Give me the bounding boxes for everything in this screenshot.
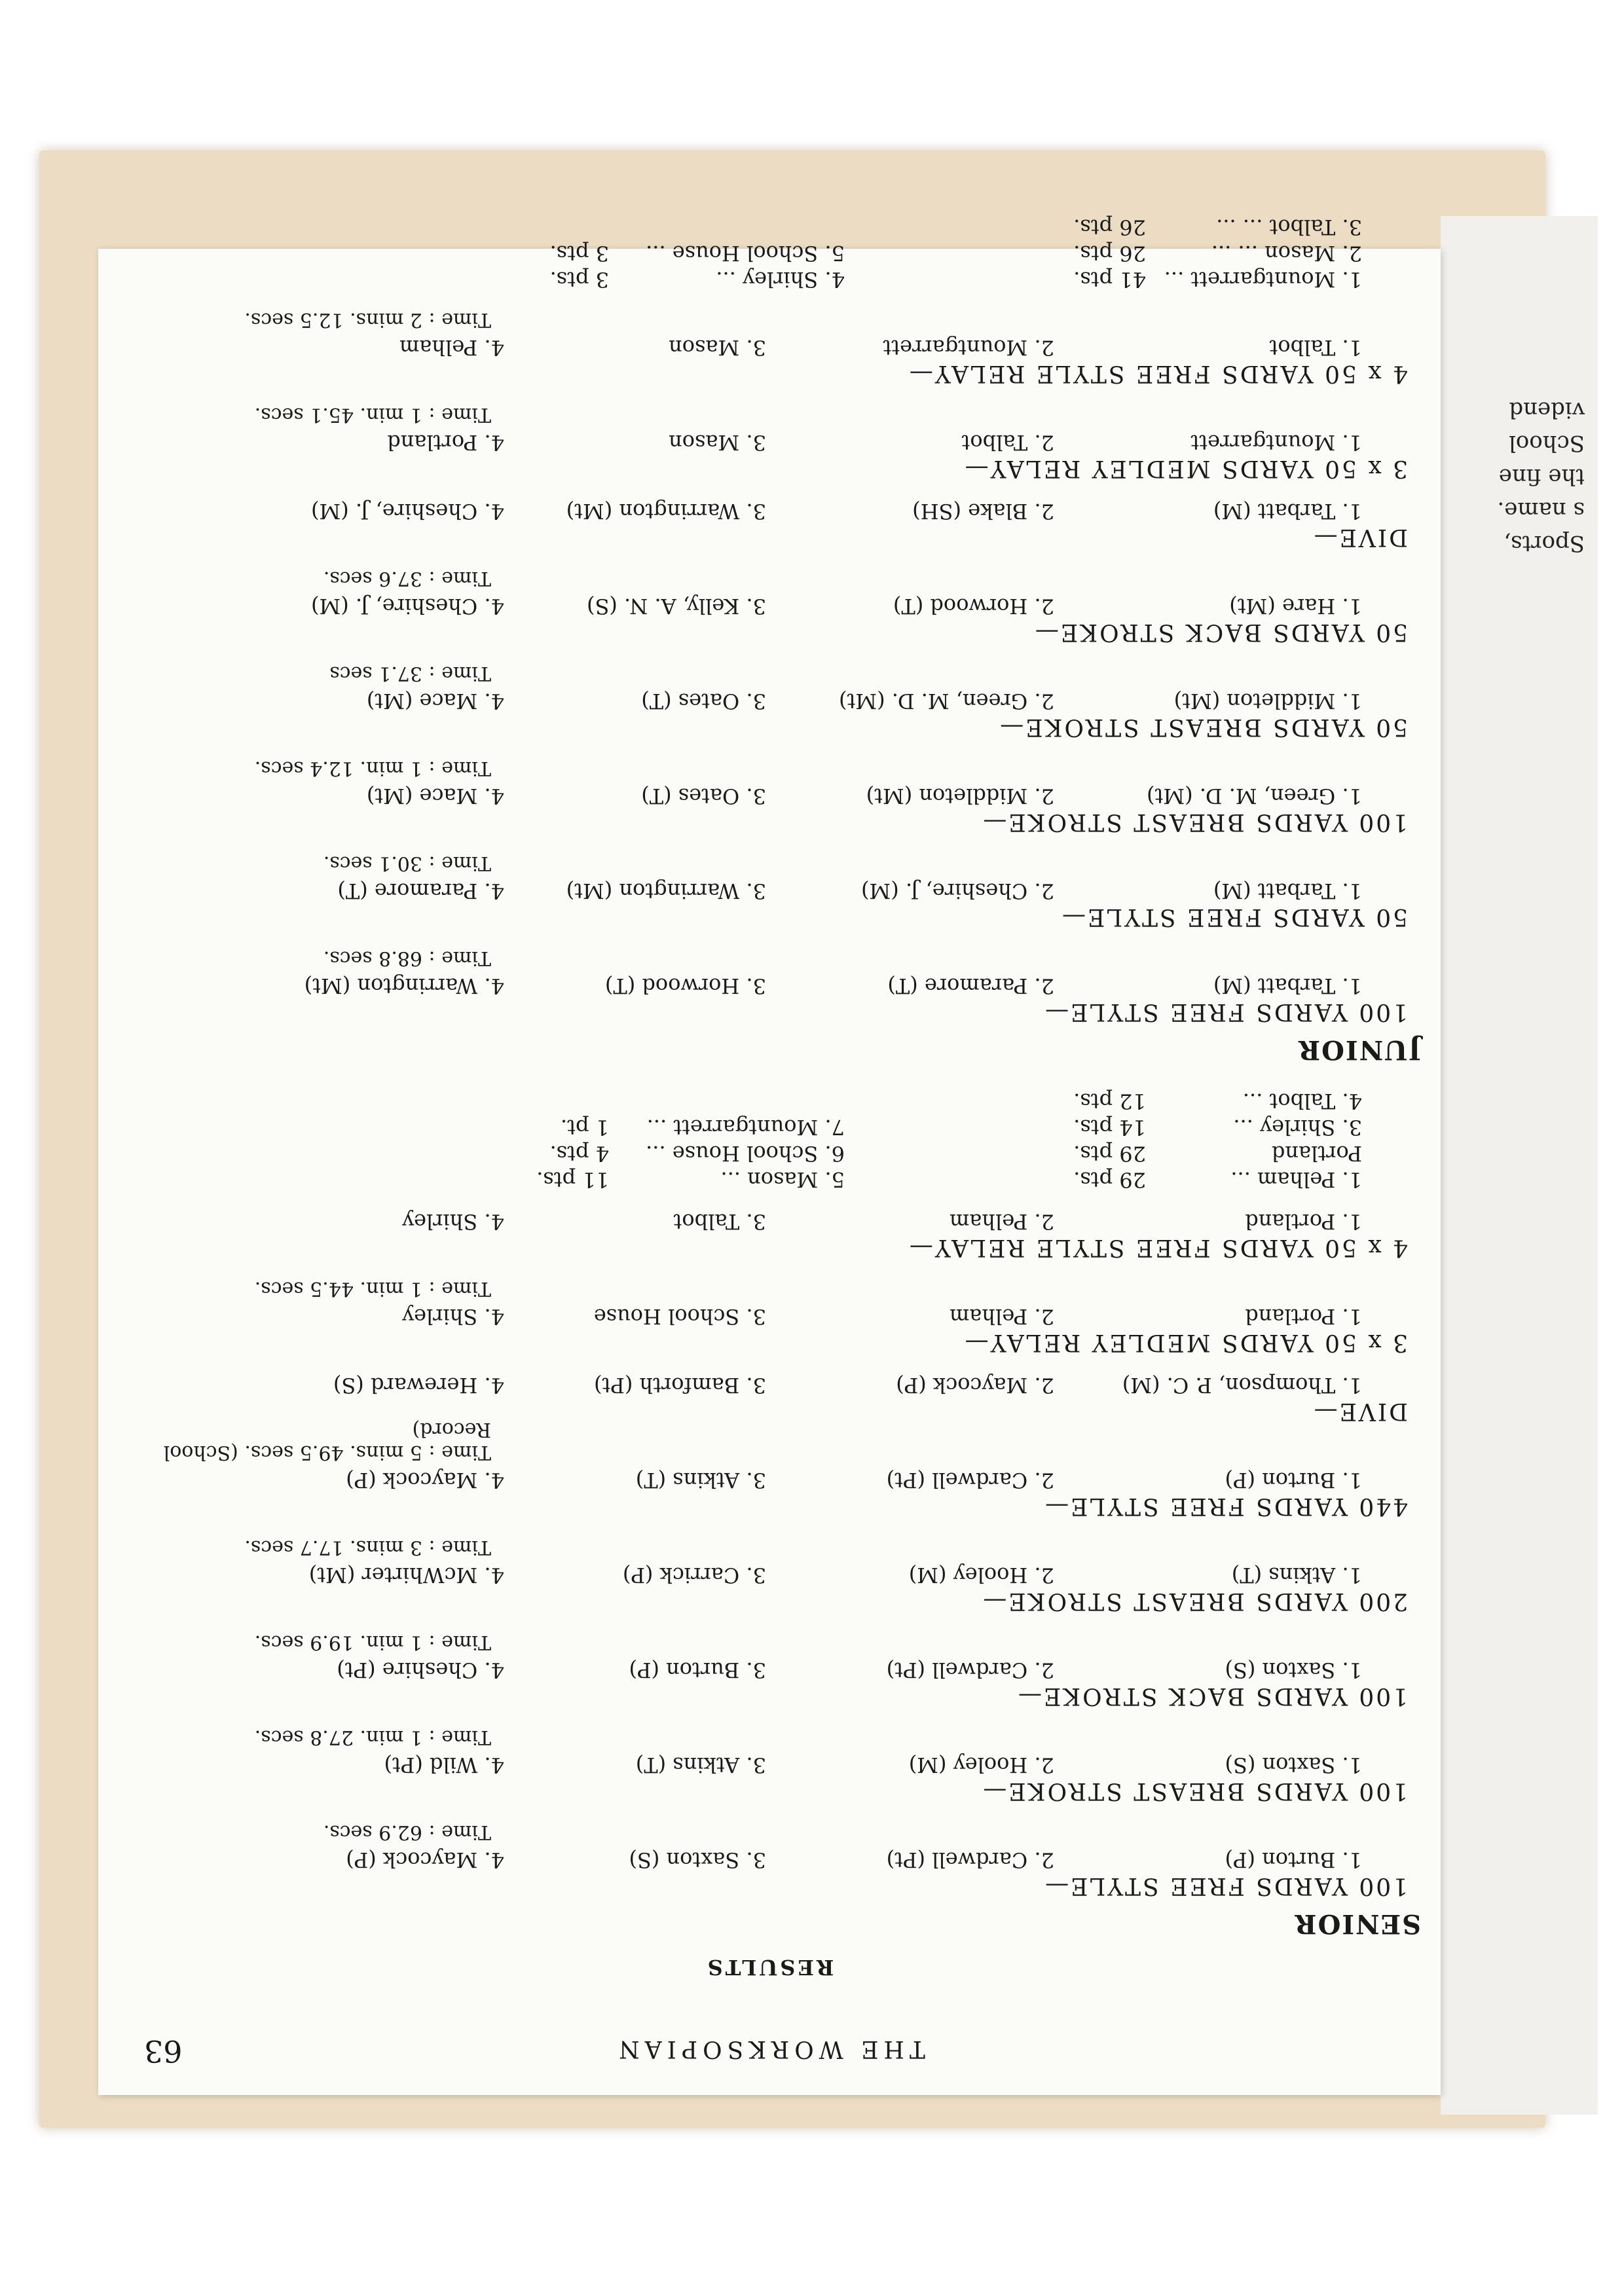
journal-title: THE WORKSOPIAN bbox=[614, 2035, 925, 2062]
event bbox=[118, 659, 1421, 740]
standings-rank2: 5. Mason ... bbox=[720, 1167, 845, 1192]
standings-points2: 11 pts. bbox=[536, 1167, 609, 1192]
placing: 1. Thompson, P. C. (M) bbox=[1122, 1373, 1362, 1398]
standings-points2: 1 pt. bbox=[560, 1115, 609, 1140]
time-row bbox=[118, 305, 1421, 331]
time-row bbox=[118, 1274, 1421, 1300]
facing-fragment: the fine bbox=[1498, 464, 1585, 490]
placing: 2. Paramore (T) bbox=[887, 974, 1054, 998]
facing-page-text bbox=[1454, 393, 1585, 560]
event bbox=[118, 1369, 1421, 1425]
placing: 3. Bamforth (Pt) bbox=[593, 1373, 766, 1398]
junior-title: JUNIOR bbox=[1297, 1034, 1421, 1065]
placings-row bbox=[118, 1844, 1421, 1872]
placing: 3. Saxton (S) bbox=[629, 1848, 766, 1872]
event-time: Time : 30.1 secs. bbox=[323, 852, 491, 875]
placing: 2. Cardwell (Pt) bbox=[886, 1658, 1054, 1683]
standings-row bbox=[118, 266, 1421, 292]
placings-row bbox=[118, 1654, 1421, 1683]
placing: 3. School House bbox=[593, 1304, 766, 1329]
placing: 3. Horwood (T) bbox=[604, 974, 766, 998]
placing: 2. Cardwell (Pt) bbox=[886, 1848, 1054, 1872]
placing: 3. Warrington (Mt) bbox=[566, 499, 766, 524]
event-title: 3 x 50 YARDS MEDLEY RELAY— bbox=[963, 1329, 1408, 1356]
standings-rank: 3. Shirley ... bbox=[1233, 1115, 1362, 1140]
time-row bbox=[118, 400, 1421, 426]
placings-row bbox=[118, 1369, 1421, 1398]
event-title: 100 YARDS BREAST STROKE— bbox=[981, 1777, 1408, 1804]
event-title: 3 x 50 YARDS MEDLEY RELAY— bbox=[963, 455, 1408, 482]
event bbox=[118, 943, 1421, 1025]
placings-row bbox=[118, 495, 1421, 524]
time-row bbox=[118, 1817, 1421, 1844]
event-time: Time : 5 mins. 49.5 secs. (School Record) bbox=[163, 1418, 491, 1464]
standings-rank: 1. Pelham ... bbox=[1230, 1167, 1362, 1192]
placing: 1. Tarbatt (M) bbox=[1213, 499, 1362, 524]
placing: 2. Cheshire, J. (M) bbox=[861, 879, 1054, 903]
placing: 4. McWhirter (Mt) bbox=[308, 1563, 504, 1588]
placing: 3. Atkins (T) bbox=[635, 1753, 766, 1777]
standings-points2: 3 pts. bbox=[549, 267, 609, 292]
placing: 3. Mason bbox=[669, 430, 766, 455]
page-number: 63 bbox=[144, 2033, 183, 2069]
placing: 4. Mace (Mt) bbox=[366, 689, 504, 714]
placing: 3. Warrington (Mt) bbox=[566, 879, 766, 903]
event-time: Time : 1 min. 45.1 secs. bbox=[254, 403, 491, 426]
event-time: Time : 2 mins. 12.5 secs. bbox=[244, 308, 491, 331]
event-time: Time : 1 min. 27.8 secs. bbox=[254, 1726, 491, 1749]
standings-rank2: 4. Shirley ... bbox=[716, 267, 845, 292]
placing: 4. Warrington (Mt) bbox=[304, 974, 504, 998]
event-title: 4 x 50 YARDS FREE STYLE RELAY— bbox=[907, 1234, 1408, 1261]
placings-row bbox=[118, 685, 1421, 714]
standings-points: 26 pts. bbox=[1073, 215, 1146, 240]
placing: 2. Horwood (T) bbox=[893, 594, 1054, 619]
placing: 4. Hereward (S) bbox=[333, 1373, 504, 1398]
placing: 1. Atkins (T) bbox=[1231, 1563, 1362, 1588]
event bbox=[118, 754, 1421, 835]
event-title: 50 YARDS FREE STYLE— bbox=[1060, 903, 1408, 930]
standings-points: 41 pts. bbox=[1073, 267, 1146, 292]
time-row bbox=[118, 848, 1421, 875]
event-title: 100 YARDS BACK STROKE— bbox=[1016, 1683, 1408, 1709]
placing: 3. Burton (P) bbox=[629, 1658, 766, 1683]
placing: 2. Cardwell (Pt) bbox=[886, 1468, 1054, 1493]
event-title: 100 YARDS FREE STYLE— bbox=[1043, 998, 1408, 1025]
placing: 4. Maycock (P) bbox=[346, 1848, 504, 1872]
placing: 4. Portland bbox=[387, 430, 504, 455]
event-time: Time : 37.1 secs bbox=[329, 662, 491, 685]
standings-points: 12 pts. bbox=[1073, 1089, 1146, 1114]
placing: 2. Hooley (M) bbox=[908, 1753, 1054, 1777]
event-time: Time : 3 mins. 17.7 secs. bbox=[244, 1536, 491, 1559]
placing: 4. Maycock (P) bbox=[346, 1468, 504, 1493]
event bbox=[118, 1274, 1421, 1356]
placing: 1. Green, M. D. (Mt) bbox=[1147, 784, 1362, 809]
placing: 1. Burton (P) bbox=[1225, 1468, 1362, 1493]
time-row bbox=[118, 1418, 1421, 1464]
junior-events bbox=[118, 305, 1421, 1025]
event bbox=[118, 1628, 1421, 1709]
event-title: 50 YARDS BREAST STROKE— bbox=[998, 714, 1408, 740]
results-title: RESULTS bbox=[705, 1955, 834, 1980]
placing: 1. Portland bbox=[1245, 1209, 1362, 1234]
standings-points: 29 pts. bbox=[1073, 1141, 1146, 1166]
standings-rank2: 5. School House ... bbox=[646, 241, 845, 266]
placing: 1. Tarbatt (M) bbox=[1213, 974, 1362, 998]
event bbox=[118, 305, 1421, 387]
placing: 1. Talbot bbox=[1269, 335, 1362, 360]
placing: 2. Talbot bbox=[961, 430, 1054, 455]
placing: 3. Carrick (P) bbox=[622, 1563, 766, 1588]
standings-points2: 4 pts. bbox=[549, 1141, 609, 1166]
placing: 4. Mace (Mt) bbox=[366, 784, 504, 809]
placing: 3. Atkins (T) bbox=[635, 1468, 766, 1493]
placing: 1. Saxton (S) bbox=[1225, 1753, 1362, 1777]
standings-rank2: 7. Mountgarrett ... bbox=[646, 1115, 845, 1140]
placing: 1. Tarbatt (M) bbox=[1213, 879, 1362, 903]
facing-fragment: s name. bbox=[1497, 497, 1585, 523]
placing: 4. Cheshire (Pt) bbox=[337, 1658, 504, 1683]
event bbox=[118, 564, 1421, 646]
facing-fragment: vidend bbox=[1509, 397, 1585, 423]
placing: 2. Hooley (M) bbox=[908, 1563, 1054, 1588]
placings-row bbox=[118, 590, 1421, 619]
junior-standings bbox=[118, 181, 1421, 292]
placing: 3. Mason bbox=[669, 335, 766, 360]
placing: 4. Paramore (T) bbox=[337, 879, 504, 903]
event-time: Time : 1 min. 12.4 secs. bbox=[254, 757, 491, 780]
placings-row bbox=[118, 1749, 1421, 1777]
event bbox=[118, 1722, 1421, 1804]
placing: 2. Pelham bbox=[950, 1304, 1054, 1329]
event-time: Time : 68.8 secs. bbox=[323, 947, 491, 970]
senior-events bbox=[118, 1205, 1421, 1899]
event bbox=[118, 1817, 1421, 1899]
time-row bbox=[118, 659, 1421, 685]
placing: 4. Wild (Pt) bbox=[384, 1753, 504, 1777]
event-title: 100 YARDS BREAST STROKE— bbox=[981, 809, 1408, 835]
time-row bbox=[118, 1628, 1421, 1654]
placings-row bbox=[118, 780, 1421, 809]
event bbox=[118, 495, 1421, 551]
time-row bbox=[118, 943, 1421, 970]
standings-points: 26 pts. bbox=[1073, 241, 1146, 266]
event bbox=[118, 1533, 1421, 1614]
page-content bbox=[118, 215, 1421, 2069]
placing: 1. Saxton (S) bbox=[1225, 1658, 1362, 1683]
placing: 2. Pelham bbox=[950, 1209, 1054, 1234]
placing: 4. Shirley bbox=[401, 1209, 504, 1234]
placing: 1. Mountgarrett bbox=[1190, 430, 1362, 455]
placing: 4. Pelham bbox=[399, 335, 504, 360]
standings-row bbox=[118, 240, 1421, 266]
time-row bbox=[118, 564, 1421, 590]
event-title: 50 YARDS BACK STROKE— bbox=[1033, 619, 1408, 646]
standings-points2: 3 pts. bbox=[549, 241, 609, 266]
placing: 2. Mountgarrett bbox=[883, 335, 1054, 360]
placing: 4. Shirley bbox=[401, 1304, 504, 1329]
placing: 2. Green, M. D. (Mt) bbox=[839, 689, 1054, 714]
event-title: 4 x 50 YARDS FREE STYLE RELAY— bbox=[907, 360, 1408, 387]
event-title: 440 YARDS FREE STYLE— bbox=[1043, 1493, 1408, 1520]
placing: 1. Portland bbox=[1245, 1304, 1362, 1329]
placing: 3. Oates (T) bbox=[641, 689, 766, 714]
standings-row bbox=[118, 213, 1421, 240]
facing-fragment: Sports, bbox=[1504, 530, 1585, 556]
placing: 2. Middleton (Mt) bbox=[866, 784, 1054, 809]
standings-row bbox=[118, 1114, 1421, 1140]
placing: 2. Blake (SH) bbox=[912, 499, 1054, 524]
standings-rank: 4. Talbot ... bbox=[1242, 1089, 1362, 1114]
standings-points: 14 pts. bbox=[1073, 1115, 1146, 1140]
standings-points: 29 pts. bbox=[1073, 1167, 1146, 1192]
senior-standings bbox=[118, 1081, 1421, 1192]
placings-row bbox=[118, 875, 1421, 903]
event-time: Time : 37.6 secs. bbox=[323, 567, 491, 590]
placing: 1. Burton (P) bbox=[1225, 1848, 1362, 1872]
placings-row bbox=[118, 331, 1421, 360]
time-row bbox=[118, 754, 1421, 780]
event bbox=[118, 848, 1421, 930]
event-title: 100 YARDS FREE STYLE— bbox=[1043, 1872, 1408, 1899]
senior-title: SENIOR bbox=[1293, 1908, 1421, 1939]
event-time: Time : 1 min. 19.9 secs. bbox=[254, 1631, 491, 1654]
standings-row bbox=[118, 1140, 1421, 1166]
standings-rank: 1. Mountgarrett ... bbox=[1164, 267, 1362, 292]
placing: 1. Middleton (Mt) bbox=[1173, 689, 1362, 714]
placing: 3. Kelly, A. N. (S) bbox=[587, 594, 766, 619]
placings-row bbox=[118, 1559, 1421, 1588]
event-time: Time : 62.9 secs. bbox=[323, 1821, 491, 1844]
event-time: Time : 1 min. 44.5 secs. bbox=[254, 1277, 491, 1300]
placing: 3. Oates (T) bbox=[641, 784, 766, 809]
placing: 3. Talbot bbox=[673, 1209, 766, 1234]
placing: 4. Cheshire, J. (M) bbox=[311, 499, 504, 524]
page-header bbox=[118, 1990, 1421, 2069]
event bbox=[118, 1418, 1421, 1520]
event bbox=[118, 400, 1421, 482]
standings-rank: 2. Mason ... ... bbox=[1211, 241, 1362, 266]
standings-rank2: 6. School House ... bbox=[646, 1141, 845, 1166]
standings-rank: 3. Talbot ... ... bbox=[1216, 215, 1362, 240]
standings-rank: Portland bbox=[1271, 1141, 1362, 1166]
time-row bbox=[118, 1533, 1421, 1559]
facing-fragment: School bbox=[1508, 430, 1585, 456]
time-row bbox=[118, 1722, 1421, 1749]
placings-row bbox=[118, 1205, 1421, 1234]
event-title: DIVE— bbox=[1312, 1398, 1408, 1425]
placings-row bbox=[118, 970, 1421, 998]
placings-row bbox=[118, 1300, 1421, 1329]
placing: 2. Maycock (P) bbox=[896, 1373, 1054, 1398]
event-title: DIVE— bbox=[1312, 524, 1408, 551]
standings-row bbox=[118, 1166, 1421, 1192]
placings-row bbox=[118, 1464, 1421, 1493]
placings-row bbox=[118, 426, 1421, 455]
placing: 1. Hare (Mt) bbox=[1229, 594, 1362, 619]
event bbox=[118, 1205, 1421, 1261]
placing: 4. Cheshire, J. (M) bbox=[311, 594, 504, 619]
event-title: 200 YARDS BREAST STROKE— bbox=[981, 1588, 1408, 1614]
standings-row bbox=[118, 1087, 1421, 1114]
